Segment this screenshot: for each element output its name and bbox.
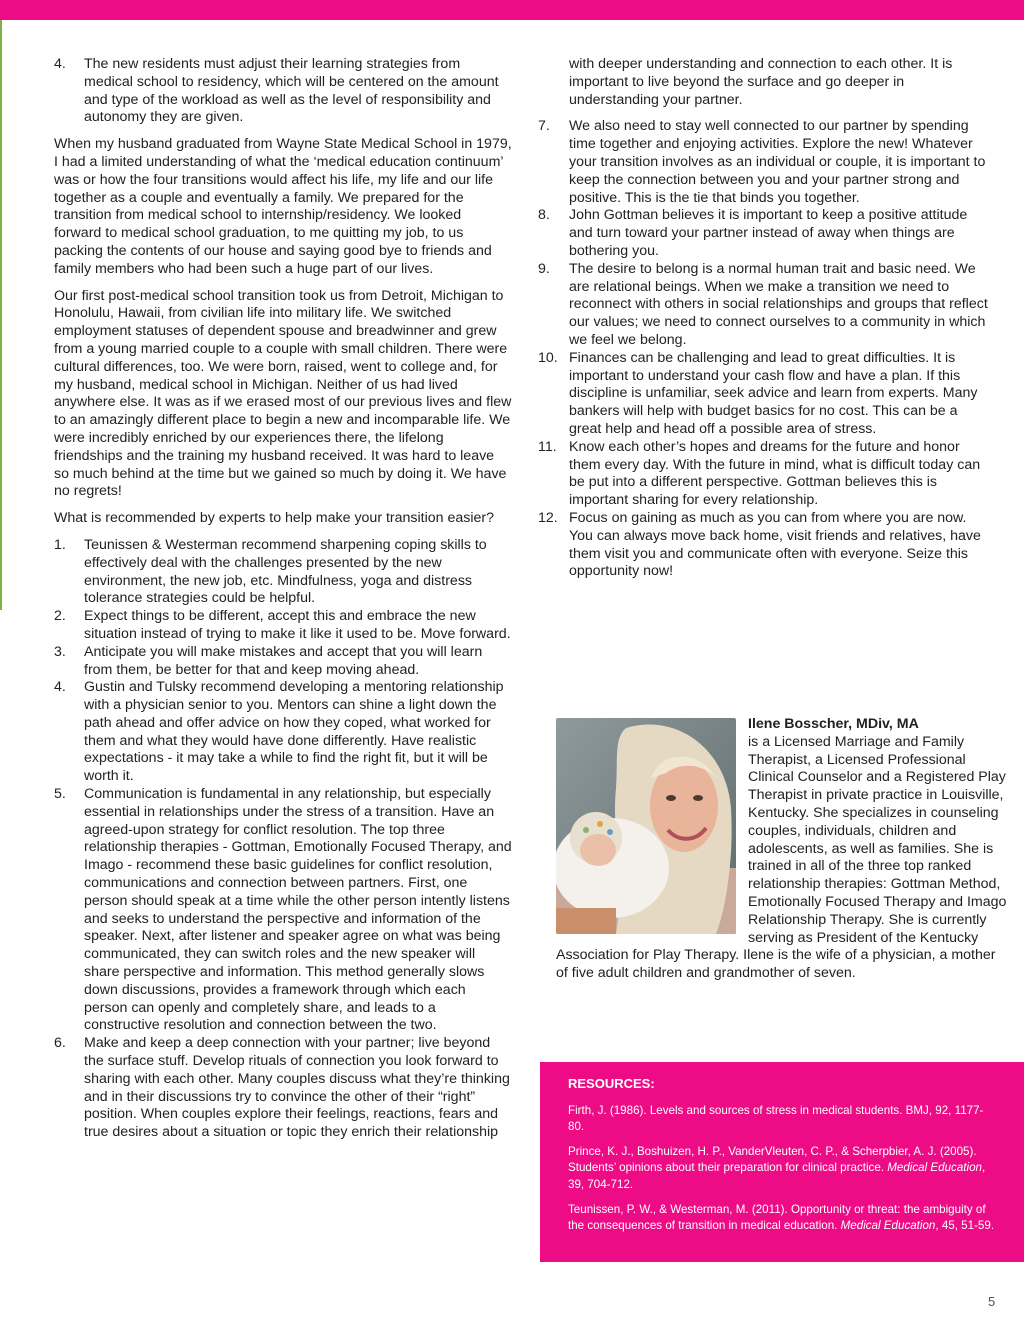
resource-entry <box>568 1202 998 1235</box>
list-item <box>538 118 988 207</box>
list-item-text: The desire to belong is a normal human trait and basic need. We are relational beings. When we make a transition we need to reconnect with others in social relationships and groups that reflect our values; we need to connect ourselves to a community in which we feel we belong. <box>569 260 988 348</box>
list-item-number: 6. <box>54 1035 66 1052</box>
resource-volume: , 45, 51-59. <box>935 1219 995 1233</box>
resource-volume: , 39, 704-712. <box>568 1161 986 1191</box>
resource-citation: Firth, J. (1986). Levels and sources of stress in medical students. BMJ, 92, 1177-80. <box>568 1103 984 1134</box>
list-item-number: 7. <box>538 118 550 135</box>
list-item <box>54 786 512 1035</box>
list-item-text: Expect things to be different, accept this and embrace the new situation instead of trying to make it like it used to be. Move forward. <box>84 608 511 642</box>
list-item-number: 8. <box>538 207 550 224</box>
resource-journal: Medical Education <box>887 1161 982 1175</box>
list-item-text: Finances can be challenging and lead to great difficulties. It is important to understand your cash flow and have a plan. If this discipline is unfamiliar, seek advice and learn from experts. Many bankers will help with budget basics for no cost. This can be a great help and head off a possible area of stress. <box>569 349 978 437</box>
list-item <box>54 679 512 786</box>
list-item <box>538 350 988 439</box>
body-paragraph: Our first post-medical school transition took us from Detroit, Michigan to Honolulu, Hawaii, from civilian life into military life. We switched employment statuses of dependent spouse and breadwinner and grew from a young married couple to a couple with small children. There were cultural differences, too. We were born, raised, went to college and, for my husband, medical school in Michigan. Neither of us had lived anywhere else. It was as if we erased most of our previous lives and flew to an amazingly different place to begin a new and incomparable life. We were incredibly enriched by our experiences there, the lifelong friendships and the training my husband received. It was hard to leave so much behind at the time but we gained so much by doing it. We have no regrets! <box>54 287 512 500</box>
list-item <box>538 510 988 581</box>
top-accent-bar <box>0 0 1024 20</box>
author-bio-text: is a Licensed Marriage and Family Therapist, a Licensed Professional Clinical Counselor and a Registered Play Therapist in private practice in Louisville, Kentucky. She specializes in counseling couples, individuals, children and adolescents, as well as families. She is trained in all of the three top ranked relationship therapies: Gottman Method, Emotionally Focused Therapy and Imago Relationship Therapy. She is currently serving as President of the Kentucky Association for Play Therapy. Ilene is the wife of a physician, a mother of five adult children and grandmother of seven. <box>556 733 1007 982</box>
resource-citation: Prince, K. J., Boshuizen, H. P., VanderVleuten, C. P., & Scherpbier, A. J. (2005). Students’ opinions about their preparation for clinical practice. <box>568 1144 977 1175</box>
list-item-text: Teunissen & Westerman recommend sharpening coping skills to effectively deal with the challenges presented by the new environment, the new job, etc. Mindfulness, yoga and distress tolerance strategies could be helpful. <box>84 536 487 607</box>
author-photo <box>556 718 736 934</box>
right-column <box>538 56 988 590</box>
list-item-number: 10. <box>538 349 558 366</box>
list-item-number: 1. <box>54 536 66 553</box>
list-item-number: 4. <box>54 56 66 72</box>
author-photo-illustration <box>556 718 736 934</box>
resource-entry <box>568 1103 998 1136</box>
resource-entry <box>568 1144 998 1194</box>
list-item-text: Anticipate you will make mistakes and accept that you will learn from them, be better for that and keep moving ahead. <box>84 643 483 678</box>
list-item <box>54 644 512 680</box>
carryover-paragraph: with deeper understanding and connection to each other. It is important to live beyond the surface and go deeper in understanding your partner. <box>569 56 953 108</box>
list-item-number: 9. <box>538 260 550 277</box>
list-item-number: 3. <box>54 643 66 660</box>
list-item-number: 11. <box>538 438 557 455</box>
recommendations-list <box>54 537 512 1142</box>
author-name: Ilene Bosscher, MDiv, MA <box>748 716 919 732</box>
section-question: What is recommended by experts to help make your transition easier? <box>54 510 495 527</box>
left-accent-rule <box>0 20 2 610</box>
page-number: 5 <box>988 1294 996 1309</box>
list-item-number: 2. <box>54 608 66 625</box>
list-item <box>538 261 988 350</box>
tips-list <box>538 118 988 581</box>
list-item-number: 12. <box>538 509 558 526</box>
author-bio <box>556 716 1008 983</box>
carryover-list <box>54 56 512 127</box>
list-item <box>54 537 512 608</box>
list-item-text: Gustin and Tulsky recommend developing a mentoring relationship with a physician senior to you. Mentors can shine a light down the path ahead and offer advice on how they coped, what worked for them and what they would have done differently. Have realistic expectations - it may take a while to find the right fit, but it will be worth it. <box>84 679 504 785</box>
resource-journal: Medical Education <box>840 1219 936 1233</box>
list-item <box>538 207 988 260</box>
list-item <box>54 56 512 127</box>
list-item-text: The new residents must adjust their learning strategies from medical school to residency, which will be centered on the amount and type of the workload as well as the level of responsibility and autonomy they are given. <box>84 56 499 126</box>
resources-box <box>540 1062 1024 1262</box>
list-item-text: We also need to stay well connected to our partner by spending time together and enjoying activities. Explore the new! Whatever your transition involves as an individual or couple, it is important to keep the connection between you and your partner strong and positive. This is the tie that binds you together. <box>569 118 986 206</box>
list-item <box>54 608 512 644</box>
list-item <box>54 1035 512 1142</box>
list-item-text: Communication is fundamental in any relationship, but especially essential in relationships under the stress of a transition. Have an agreed-upon strategy for conflict resolution. The top three relationship therapies - Gottman, Emotionally Focused Therapy, and Imago - recommend these basic guidelines for conflict resolution, communications and connection between partners. First, one person should speak at a time while the other person intently listens and seeks to understand the perspective and information of the speaker. Next, after listener and speaker agree on what was being communicated, they can switch roles and the new speaker will share perspective and information. This method generally slows down discussions, provides a framework through which each person can openly and completely share, and leads to a constructive resolution and connection between the two. <box>84 786 512 1034</box>
list-item <box>538 439 988 510</box>
list-item-text: Know each other’s hopes and dreams for the future and honor them every day. With the future in mind, what is difficult today can be put into a different perspective. Gottman believes this is important sharing for every relationship. <box>569 438 981 509</box>
resource-citation: Teunissen, P. W., & Westerman, M. (2011). Opportunity or threat: the ambiguity of the consequences of transition in medical education. <box>568 1202 986 1233</box>
list-item-number: 5. <box>54 786 66 803</box>
list-item-text: Make and keep a deep connection with your partner; live beyond the surface stuff. Develop rituals of connection you look forward to sharing with each other. Many couples discuss what they’re thinking and in their discussions try to convince the other of their “right” position. When couples explore their feelings, reactions, fears and true desires about a situation or topic they enrich their relationship <box>84 1035 510 1141</box>
resources-title: RESOURCES: <box>568 1076 655 1091</box>
list-item-text: Focus on gaining as much as you can from where you are now. You can always move back home, visit friends and relatives, have them visit you and communicate often with everyone. Seize this opportunity now! <box>569 509 981 580</box>
body-paragraph: When my husband graduated from Wayne State Medical School in 1979, I had a limited understanding of what the ‘medical education continuum’ was or how the four transitions would affect his life, my life and our life together as a couple and eventually a family. We prepared for the transition from medical school to internship/residency. We looked forward to medical school graduation, to me quitting my job, to us packing the contents of our house and saying good bye to friends and family members who had been such a huge part of our lives. <box>54 136 512 277</box>
left-column <box>54 56 512 1151</box>
list-item-text: John Gottman believes it is important to keep a positive attitude and turn toward your partner instead of away when things are bothering you. <box>569 207 968 259</box>
list-item-number: 4. <box>54 679 66 696</box>
